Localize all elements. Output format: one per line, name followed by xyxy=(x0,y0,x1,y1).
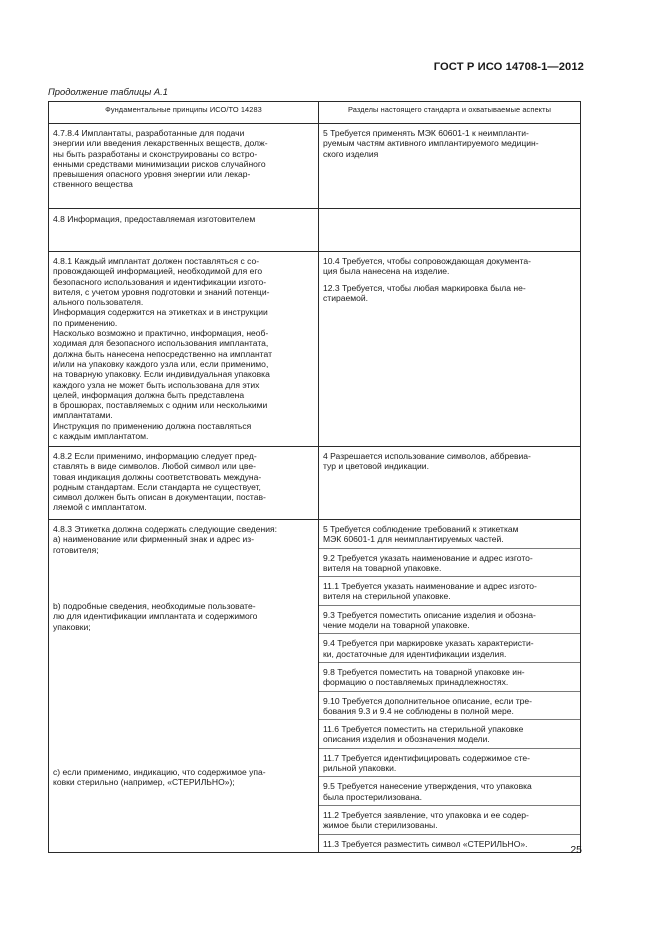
text-line: вителя, с учетом уровня подготовки и знаний потенци- xyxy=(53,286,270,297)
text-line: 9.5 Требуется нанесение утверждения, что упаковка xyxy=(323,781,532,792)
text-line: Насколько возможно и практично, информация, необ- xyxy=(53,328,269,339)
column-header-sections: Разделы настоящего стандарта и охватываемые аспекты xyxy=(319,102,581,124)
text-line: 4 Разрешается использование символов, аббревиа- xyxy=(323,451,531,461)
text-line: ственного вещества xyxy=(53,179,133,190)
text-line: должна быть нанесена непосредственно на имплантат xyxy=(53,348,272,359)
text-line: с каждым имплантатом. xyxy=(53,431,149,442)
section-entry-11-3 xyxy=(319,835,580,852)
text-line: енными средствами минимизации рисков случайного xyxy=(53,158,266,169)
section-entry-9-4 xyxy=(319,634,580,663)
section-entry-11-1 xyxy=(319,577,580,606)
text-line: жимое были стерилизованы. xyxy=(323,820,438,831)
text-line: была простерилизована. xyxy=(323,791,423,802)
text-line: 5 Требуется соблюдение требований к этикеткам xyxy=(323,524,519,534)
text-line: 12.3 Требуется, чтобы любая маркировка была не- xyxy=(323,282,526,293)
cell-sections-10-4-12-3 xyxy=(319,252,581,447)
table-row xyxy=(49,447,581,520)
section-entry-9-3 xyxy=(319,606,580,635)
text-line: 9.10 Требуется дополнительное описание, если тре- xyxy=(323,695,532,706)
text-line: 4.8 Информация, предоставляемая изготовителем xyxy=(53,214,256,224)
section-entry-11-2 xyxy=(319,806,580,835)
text-line: бования 9.3 и 9.4 не соблюдены в полной мере. xyxy=(323,705,514,716)
text-line: 4.8.2 Если применимо, информацию следует пред- xyxy=(53,451,257,461)
text-line: ки, достаточные для идентификации изделия. xyxy=(323,648,507,659)
section-entry-11-7 xyxy=(319,749,580,778)
text-line: 4.7.8.4 Имплантаты, разработанные для подачи xyxy=(53,128,245,138)
page-number: 25 xyxy=(570,844,582,856)
text-line: 9.2 Требуется указать наименование и адрес изгото- xyxy=(323,552,533,563)
section-entry-5 xyxy=(319,520,580,549)
text-line: энергии или введения лекарственных веществ, долж- xyxy=(53,138,268,149)
text-line: 4.8.1 Каждый имплантат должен поставляться с со- xyxy=(53,256,260,266)
column-header-principles: Фундаментальные принципы ИСО/ТО 14283 xyxy=(49,102,319,124)
list-item-c xyxy=(53,767,266,788)
cell-empty xyxy=(319,209,581,252)
text-line: 9.4 Требуется при маркировке указать характеристи- xyxy=(323,638,534,649)
text-line: 11.6 Требуется поместить на стерильной упаковке xyxy=(323,724,524,735)
text-line: а) наименование или фирменный знак и адрес из- xyxy=(53,534,255,545)
text-line: c) если применимо, индикацию, что содержимое упа- xyxy=(53,767,266,777)
text-line: Информация содержится на этикетках и в инструкции xyxy=(53,307,268,318)
text-line: тур и цветовой индикации. xyxy=(323,461,429,472)
text-line: превышения опасного уровня энергии или лекар- xyxy=(53,169,251,180)
section-entry-9-10 xyxy=(319,692,580,721)
text-line: МЭК 60601-1 для неимплантируемых частей. xyxy=(323,534,504,545)
cell-principle-4-8-1 xyxy=(49,252,319,447)
text-line: ковки стерильно (например, «СТЕРИЛЬНО»); xyxy=(53,777,235,788)
list-item-b xyxy=(53,601,257,632)
text-line: ходимая для безопасного использования имплантата, xyxy=(53,338,269,349)
text-line: на товарную упаковку. Если индивидуальная упаковка xyxy=(53,369,270,380)
cell-principle-4-8-3 xyxy=(49,520,319,853)
cell-section-4 xyxy=(319,447,581,520)
cell-principle-4-8-2 xyxy=(49,447,319,520)
table-caption: Продолжение таблицы А.1 xyxy=(48,86,168,97)
section-entry-11-6 xyxy=(319,720,580,749)
text-line: описания изделия и обозначения модели. xyxy=(323,734,490,745)
cell-section-heading-4-8 xyxy=(49,209,319,252)
text-line: провождающей информацией, необходимой для его xyxy=(53,266,263,277)
text-line: чение модели на товарной упаковке. xyxy=(323,620,470,631)
text-line: по применению. xyxy=(53,317,118,328)
text-line: b) подробные сведения, необходимые пользовате- xyxy=(53,601,256,611)
text-line: 5 Требуется применять МЭК 60601-1 к неимпланти- xyxy=(323,128,529,138)
text-line: ция была нанесена на изделие. xyxy=(323,266,450,277)
text-line: 11.7 Требуется идентифицировать содержимое сте- xyxy=(323,752,531,763)
requirements-table xyxy=(48,101,581,853)
text-line: целей, информация должна быть представлена xyxy=(53,389,245,400)
table-row xyxy=(49,209,581,252)
text-line: и/или на упаковку каждого узла или, если применимо, xyxy=(53,358,269,369)
text-line: ляемой с имплантатом. xyxy=(53,502,147,513)
text-line: 11.1 Требуется указать наименование и адрес изгото- xyxy=(323,581,537,592)
text-line: ального пользователя. xyxy=(53,297,144,308)
text-line: ны быть разработаны и сконструированы со встро- xyxy=(53,148,258,159)
section-entry-9-8 xyxy=(319,663,580,692)
section-entry-9-2 xyxy=(319,549,580,578)
text-line: руемым частям активного имплантируемого медицин- xyxy=(323,138,539,149)
document-standard-header: ГОСТ Р ИСО 14708-1—2012 xyxy=(433,61,584,73)
table-row xyxy=(49,252,581,447)
table-row xyxy=(49,520,581,853)
text-line: формацию о поставляемых принадлежностях. xyxy=(323,677,509,688)
text-line: символ должен быть описан в документации, постав- xyxy=(53,492,266,503)
table-row xyxy=(49,124,581,209)
text-line: имплантатами. xyxy=(53,410,113,421)
text-line: 4.8.3 Этикетка должна содержать следующие сведения: xyxy=(53,524,278,534)
text-line: рильной упаковки. xyxy=(323,763,397,774)
text-line: вителя на товарной упаковке. xyxy=(323,562,442,573)
section-entry-9-5 xyxy=(319,777,580,806)
text-line: безопасного использования и идентификации изгото- xyxy=(53,276,267,287)
text-line: ского изделия xyxy=(323,148,379,159)
table-header-row xyxy=(49,102,581,124)
cell-labelling-sections xyxy=(319,520,581,853)
text-line: в брошюрах, поставляемых с одним или несколькими xyxy=(53,400,268,411)
text-line: вителя на стерильной упаковке. xyxy=(323,591,451,602)
text-line: 10.4 Требуется, чтобы сопровождающая документа- xyxy=(323,256,531,266)
text-line: Инструкция по применению должна поставляться xyxy=(53,420,252,431)
cell-principle-4-7-8-4 xyxy=(49,124,319,209)
text-line: лю для идентификации имплантата и содержимого xyxy=(53,611,258,622)
cell-section-5 xyxy=(319,124,581,209)
text-line: 9.8 Требуется поместить на товарной упаковке ин- xyxy=(323,666,525,677)
text-line: родным стандартам. Если стандарта не существует, xyxy=(53,481,261,492)
text-line: каждого узла не может быть использована для этих xyxy=(53,379,260,390)
text-line: 11.2 Требуется заявление, что упаковка и ее содер- xyxy=(323,809,529,820)
text-line: готовителя; xyxy=(53,544,99,555)
text-line: упаковки; xyxy=(53,621,91,632)
text-line: 9.3 Требуется поместить описание изделия и обозна- xyxy=(323,609,536,620)
text-line: товая индикация должны соответствовать междуна- xyxy=(53,471,262,482)
text-line: 11.3 Требуется разместить символ «СТЕРИЛЬНО». xyxy=(323,838,528,849)
text-line: стираемой. xyxy=(323,292,369,303)
text-line: ставлять в виде символов. Любой символ или цве- xyxy=(53,461,256,472)
